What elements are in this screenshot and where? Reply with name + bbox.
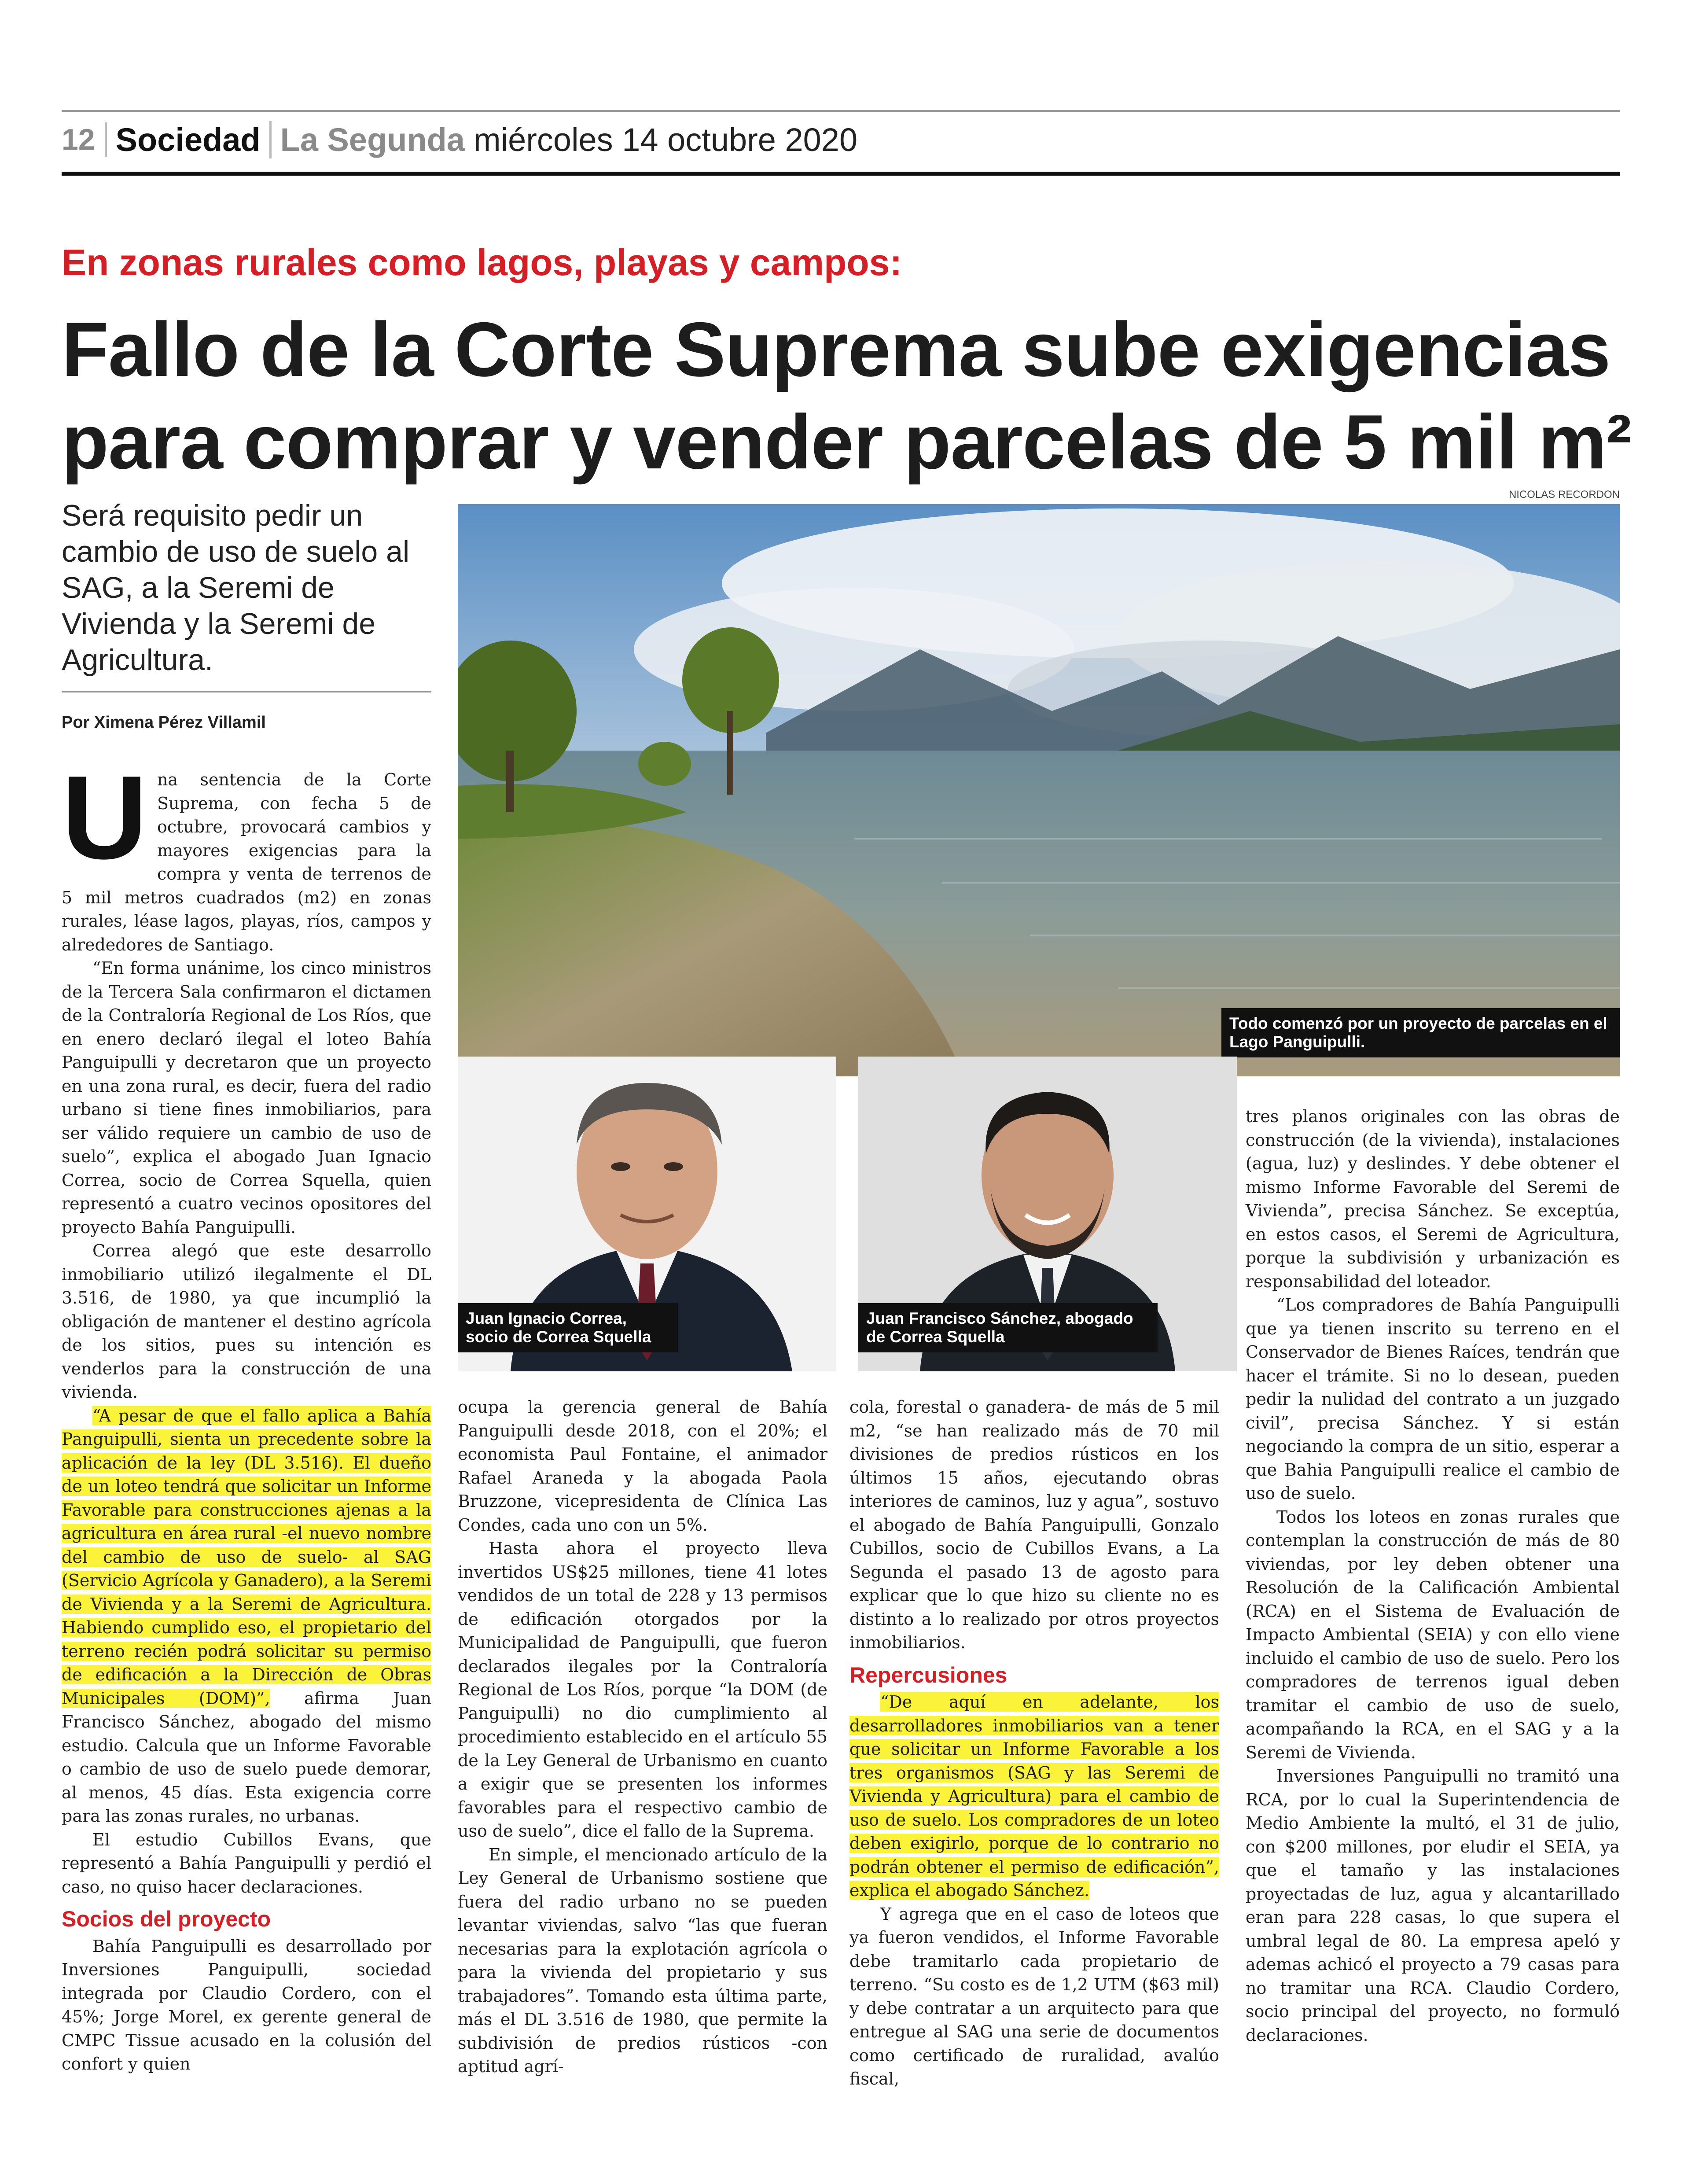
top-rule xyxy=(62,110,1620,112)
text-column-3 xyxy=(849,1396,1219,2091)
byline: Por Ximena Pérez Villamil xyxy=(62,713,266,732)
paragraph: Una sentencia de la Corte Suprema, con fecha 5 de octubre, provocará cambios y mayores exigencias para la compra y venta de terrenos de 5 mil metros cuadrados (m2) en zonas rurales, léase lagos, playas, ríos, campos y alrededores de Santiago. xyxy=(62,751,431,954)
highlighted-quote: “A pesar de que el fallo aplica a Bahía Panguipulli, sienta un precedente sobre la aplicación de la ley (DL 3.516). El dueño de un loteo tendrá que solicitar un Informe Favorable para construcciones ajenas a la agricultura en área rural -el nuevo nombre del cambio de uso de suelo- al SAG (Servicio Agrícola y Ganadero), a la Seremi de Vivienda y a la Seremi de Agricultura. Habiendo cumplido eso, el propietario del terreno recién podrá solicitar su permiso de edificación a la Dirección de Obras Municipales (DOM)”, xyxy=(62,1406,431,1708)
paragraph-highlighted xyxy=(849,1690,1219,1903)
highlighted-quote: “De aquí en adelante, los desarrolladores inmobiliarios van a tener que solicitar un Informe Favorable a los tres organismos (SAG y las Seremi de Vivienda y Agricultura) para el cambio de uso de suelo. Los compradores de un loteo deben exigirlo, porque de lo contrario no podrán obtener el permiso de edificación”, explica el abogado Sánchez. xyxy=(849,1692,1219,1900)
text-column-2 xyxy=(458,1396,827,2079)
headline-line-1: Fallo de la Corte Suprema sube exigencias xyxy=(62,307,1610,393)
main-photo-lake xyxy=(458,504,1620,1076)
summary-rule xyxy=(62,691,431,692)
photo2-caption: Juan Francisco Sánchez, abogado de Correa Squella xyxy=(858,1303,1158,1352)
text-column-1 xyxy=(62,751,431,2076)
paragraph: cola, forestal o ganadera- de más de 5 mil m2, “se han realizado más de 70 mil divisiones de predios rústicos en los últimos 15 años, ejecutando obras interiores de caminos, luz y agua”, sostuvo el abogado de Bahía Panguipulli, Gonzalo Cubillos, socio de Cubillos Evans, a La Segunda el pasado 13 de agosto para explicar que lo que hizo su cliente no es distinto a lo realizado por otros proyectos inmobiliarios. xyxy=(849,1397,1219,1652)
lake-landscape-image xyxy=(458,504,1620,1076)
paragraph: tres planos originales con las obras de construcción (de la vivienda), instalaciones (agua, luz) y deslindes. Y debe obtener el mismo Informe Favorable del Seremi de Vivienda”, precisa Sánchez. Se exceptúa, en estos casos, el Seremi de Agricultura, porque la subdivisión y urbanización es responsabilidad del loteador. xyxy=(1246,1107,1620,1291)
subhead-socios: Socios del proyecto xyxy=(62,1907,271,1931)
drop-cap: U xyxy=(62,751,147,884)
photo-credit: NICOLAS RECORDON xyxy=(1508,489,1620,501)
headline-line-2: para comprar y vender parcelas de 5 mil m² xyxy=(62,399,1632,485)
subhead-repercusiones: Repercusiones xyxy=(849,1662,1007,1687)
header-rule xyxy=(62,172,1620,176)
main-photo-caption: Todo comenzó por un proyecto de parcelas en el Lago Panguipulli. xyxy=(1221,1008,1620,1057)
text-column-4 xyxy=(1246,1105,1620,2047)
paragraph: “En forma unánime, los cinco ministros de la Tercera Sala confirmaron el dictamen de la Contraloría Regional de Los Ríos, que en enero declaró ilegal el loteo Bahía Panguipulli y decretaron que un proyecto en una zona rural, es decir, fuera del radio urbano si tiene fines inmobiliarios, para ser válido requiere un cambio de uso de suelo”, explica el abogado Juan Ignacio Correa, socio de Correa Squella, quien representó a cuatro vecinos opositores del proyecto Bahía Panguipulli. xyxy=(62,958,431,1237)
paragraph: Hasta ahora el proyecto lleva invertidos US$25 millones, tiene 41 lotes vendidos de un total de 228 y 13 permisos de edificación otorgados por la Municipalidad de Panguipulli, que fueron declarados ilegales por la Contraloría Regional de Los Ríos, porque “la DOM (de Panguipulli) no dio cumplimiento al procedimiento establecido en el artículo 55 de la Ley General de Urbanismo en cuanto a exigir que se presenten los informes favorables para el respectivo cambio de uso de suelo”, dice el fallo de la Suprema. xyxy=(458,1539,827,1841)
paragraph: En simple, el mencionado artículo de la Ley General de Urbanismo sostiene que fuera del radio urbano no se pueden levantar viviendas, salvo “las que fueran necesarias para la explotación agrícola o para la vivienda del propietario y sus trabajadores”. Tomando esta última parte, más el DL 3.516 de 1980, que permite la subdivisión de predios rústicos -con aptitud agrí- xyxy=(458,1845,827,2076)
paragraph: El estudio Cubillos Evans, que representó a Bahía Panguipulli y perdió el caso, no quiso hacer declaraciones. xyxy=(62,1830,431,1897)
paragraph-highlighted: “A pesar de que el fallo aplica a Bahía Panguipulli, sienta un precedente sobre la aplicación de la ley (DL 3.516). El dueño de un loteo tendrá que solicitar un Informe Favorable para construcciones ajenas a la agricultura en área rural -el nuevo nombre del cambio de uso de suelo- al SAG (Servicio Agrícola y Ganadero), a la Seremi de Vivienda y a la Seremi de Agricultura. Habiendo cumplido eso, el propietario del terreno recién podrá solicitar su permiso de edificación a la Dirección de Obras Municipales (DOM)”, afirma Juan Francisco Sánchez, abogado del mismo estudio. Calcula que un Informe Favorable o cambio de uso de suelo puede demorar, al menos, 45 días. Esta exigencia corre para las zonas rurales, no urbanas. xyxy=(62,1406,431,1826)
paragraph: Todos los loteos en zonas rurales que contemplan la construcción de más de 80 viviendas, por ley deben obtener una Resolución de la Calificación Ambiental (RCA) en el Sistema de Evaluación de Impacto Ambiental (SEIA) y con ello viene incluido el cambio de uso de suelo. Pero los compradores de terrenos igual deben tramitar el cambio de uso de suelo, acompañando la RCA, en el SAG y a la Seremi de Vivienda. xyxy=(1246,1507,1620,1762)
page-number: 12 xyxy=(62,122,107,157)
paragraph: Inversiones Panguipulli no tramitó una RCA, por lo cual la Superintendencia de Medio Ambiente la multó, el 31 de julio, con $200 millones, por eludir el SEIA, ya que el tamaño y las instalaciones proyectadas de luz, agua y alcantarillado eran para 228 casas, lo que supera el umbral legal de 80. La empresa apeló y ademas achicó el proyecto a 79 casas para no tramitar una RCA. Claudio Cordero, socio principal del proyecto, no formuló declaraciones. xyxy=(1246,1766,1620,2045)
paragraph: Correa alegó que este desarrollo inmobiliario utilizó ilegalmente el DL 3.516, de 1980, ya que incumplió la obligación de mantener el destino agrícola de los sitios, pues su intención es venderlos para la construcción de una vivienda. xyxy=(62,1241,431,1402)
section-name: Sociedad xyxy=(107,121,272,158)
page-header xyxy=(62,115,857,164)
issue-date: miércoles 14 octubre 2020 xyxy=(474,121,858,158)
paragraph: ocupa la gerencia general de Bahía Panguipulli desde 2018, con el 20%; el economista Paul Fontaine, el animador Rafael Araneda y la abogada Paola Bruzzone, vicepresidenta de Clínica Las Condes, cada uno con un 5%. xyxy=(458,1397,827,1535)
headline xyxy=(62,304,1632,489)
newspaper-name: La Segunda xyxy=(280,121,465,158)
paragraph: Y agrega que en el caso de loteos que ya fueron vendidos, el Informe Favorable debe tramitarlo cada propietario de terreno. “Su costo es de 1,2 UTM ($63 mil) y debe contratar a un arquitecto para que entregue al SAG una serie de documentos como certificado de ruralidad, avalúo fiscal, xyxy=(849,1904,1219,2088)
paragraph: “Los compradores de Bahía Panguipulli que ya tienen inscrito su terreno en el Conservador de Bienes Raíces, tendrán que hacer el trámite. Si no lo desean, pueden pedir la nulidad del contrato a un juzgado civil”, precisa Sánchez. Y si están negociando la compra de un sitio, esperar a que Bahia Panguipulli realice el cambio de uso de suelo. xyxy=(1246,1295,1620,1503)
summary: Será requisito pedir un cambio de uso de suelo al SAG, a la Seremi de Vivienda y la Seremi de Agricultura. xyxy=(62,499,410,677)
kicker: En zonas rurales como lagos, playas y campos: xyxy=(62,242,902,283)
paragraph: Bahía Panguipulli es desarrollado por Inversiones Panguipulli, sociedad integrada por Claudio Cordero, con el 45%; Jorge Morel, ex gerente general de CMPC Tissue acusado en la colusión del confort y quien xyxy=(62,1936,431,2074)
photo1-caption: Juan Ignacio Correa, socio de Correa Squella xyxy=(458,1303,678,1352)
